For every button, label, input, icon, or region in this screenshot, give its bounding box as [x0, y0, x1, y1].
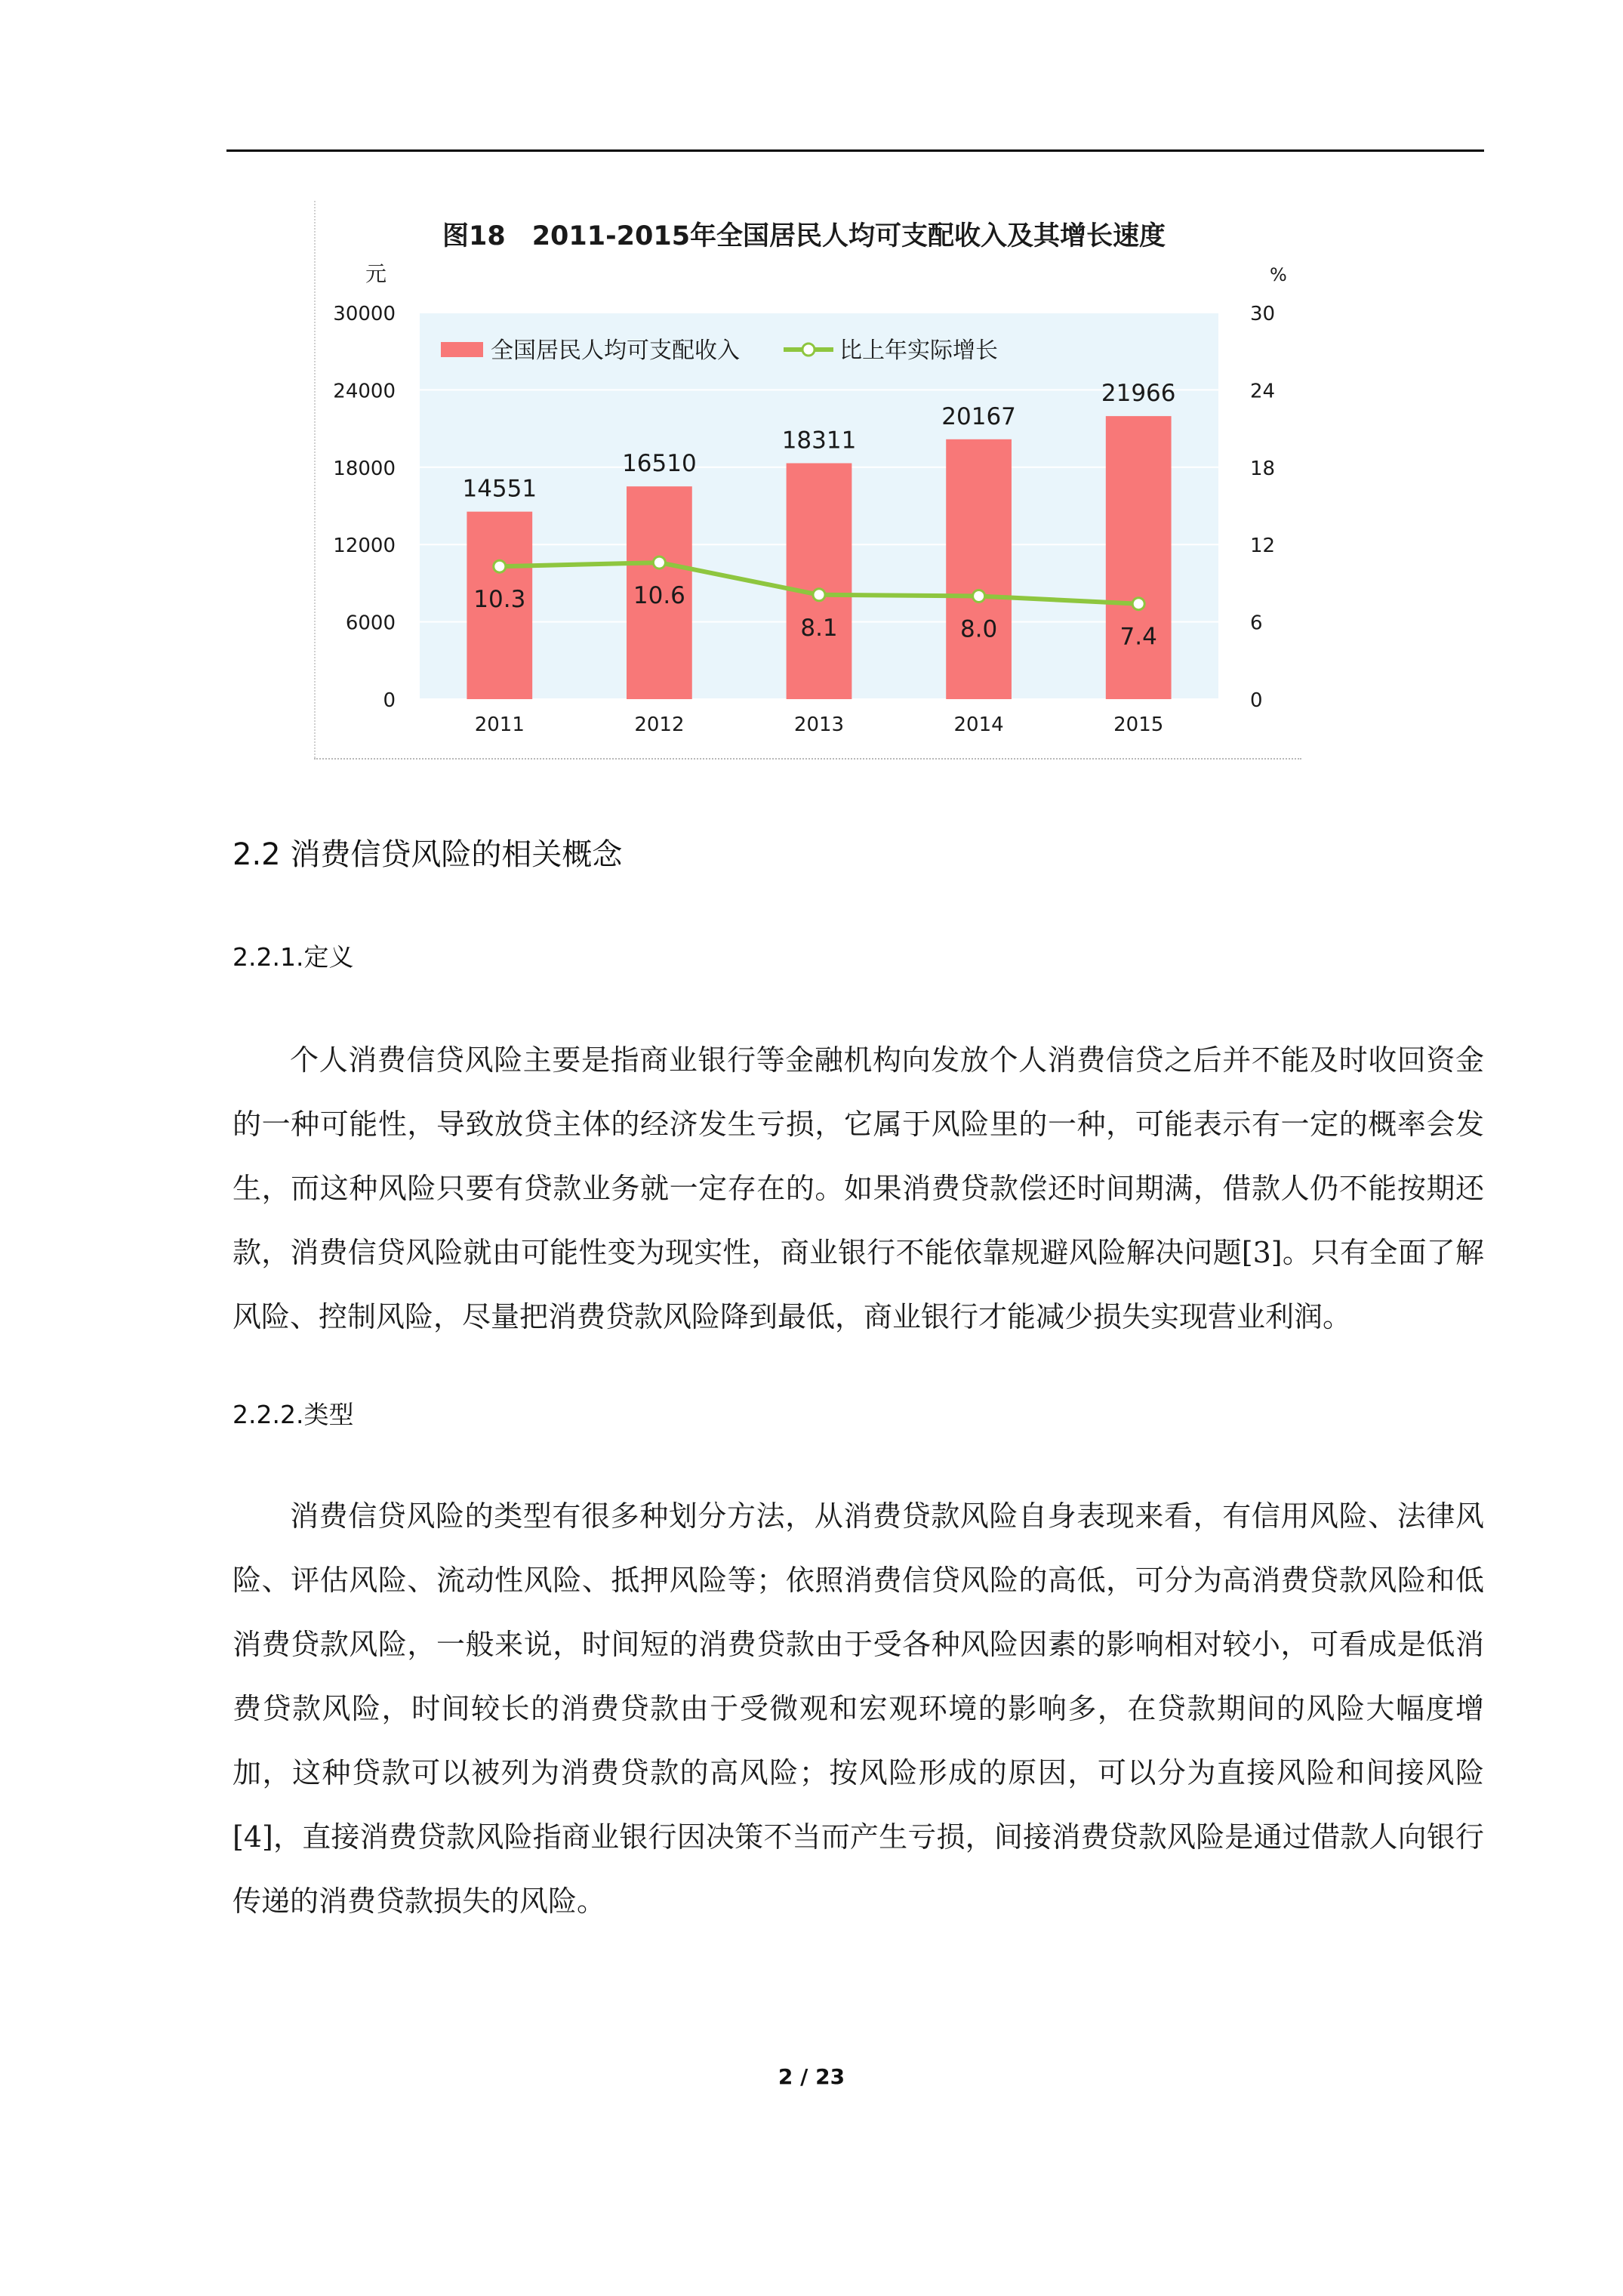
bar — [1106, 416, 1172, 699]
y-right-tick-label: 24 — [1250, 380, 1276, 403]
bar-value-label: 21966 — [1101, 380, 1176, 408]
header-rule — [226, 149, 1484, 152]
y-left-tick-label: 24000 — [333, 380, 396, 403]
x-tick-label: 2013 — [793, 713, 845, 736]
y-left-tick-label: 0 — [383, 689, 396, 712]
y-right-tick-label: 12 — [1250, 535, 1276, 558]
line-point — [973, 590, 985, 602]
y-left-tick-label: 18000 — [333, 457, 396, 480]
x-tick-label: 2011 — [474, 713, 525, 736]
income-chart — [314, 178, 1301, 758]
page-number: 2 / 23 — [778, 2064, 845, 2089]
y-left-tick-label: 12000 — [333, 535, 396, 558]
line-value-label: 7.4 — [1119, 623, 1157, 651]
line-point — [1132, 598, 1144, 610]
line-value-label: 8.0 — [959, 615, 998, 643]
y-left-unit: 元 — [365, 261, 387, 286]
y-right-unit: % — [1270, 264, 1287, 285]
section-heading: 2.2 消费信贷风险的相关概念 — [233, 837, 623, 872]
paragraph-types: 消费信贷风险的类型有很多种划分方法，从消费贷款风险自身表现来看，有信用风险、法律风险、评估风险、流动性风险、抵押风险等；依照消费信贷风险的高低，可分为高消费贷款风险和低消费贷款风险，一般来说，时间短的消费贷款由于受各种风险因素的影响相对较小，可看成是低消费贷款风险，时间较长的消费贷款由于受微观和宏观环境的影响多，在贷款期间的风险大幅度增加，这种贷款可以被列为消费贷款的高风险；按风险形成的原因，可以分为直接风险和间接风险[4]，直接消费贷款风险指商业银行因决策不当而产生亏损，间接消费贷款风险是通过借款人向银行传递的消费贷款损失的风险。 — [233, 1499, 1484, 1918]
y-right-tick-label: 6 — [1250, 612, 1263, 635]
subsection-heading-definition: 2.2.1.定义 — [233, 942, 354, 972]
bar-value-label: 20167 — [941, 402, 1016, 430]
legend-swatch-marker — [802, 344, 815, 356]
bar-value-label: 16510 — [622, 450, 697, 478]
chart-svg — [314, 178, 1301, 758]
y-right-tick-label: 30 — [1250, 303, 1276, 325]
y-right-tick-label: 18 — [1250, 457, 1276, 480]
bar-value-label: 14551 — [462, 475, 537, 503]
y-left-tick-label: 6000 — [345, 612, 396, 635]
chart-title: 图18 2011-2015年全国居民人均可支配收入及其增长速度 — [442, 221, 1166, 251]
y-right-tick-label: 0 — [1250, 689, 1263, 712]
line-value-label: 10.3 — [473, 586, 526, 614]
paragraph-definition: 个人消费信贷风险主要是指商业银行等金融机构向发放个人消费信贷之后并不能及时收回资金的一种可能性，导致放贷主体的经济发生亏损，它属于风险里的一种，可能表示有一定的概率会发生，而这种风险只要有贷款业务就一定存在的。如果消费贷款偿还时间期满，借款人仍不能按期还款，消费信贷风险就由可能性变为现实性，商业银行不能依靠规避风险解决问题[3]。只有全面了解风险、控制风险，尽量把消费贷款风险降到最低，商业银行才能减少损失实现营业利润。 — [233, 1043, 1484, 1333]
bar — [787, 463, 852, 699]
bar — [946, 439, 1012, 699]
y-left-tick-label: 30000 — [333, 303, 396, 325]
x-tick-label: 2014 — [953, 713, 1004, 736]
line-value-label: 8.1 — [800, 614, 838, 642]
legend-label-line: 比上年实际增长 — [839, 337, 998, 364]
line-point — [494, 560, 506, 572]
chart-legend — [441, 337, 998, 364]
bar-value-label: 18311 — [781, 427, 857, 455]
chart-bottom-border — [314, 758, 1301, 760]
line-value-label: 10.6 — [633, 582, 685, 610]
x-tick-label: 2015 — [1113, 713, 1164, 736]
legend-label-bar: 全国居民人均可支配收入 — [491, 337, 740, 364]
line-point — [653, 556, 665, 569]
x-tick-label: 2012 — [634, 713, 685, 736]
subsection-heading-types: 2.2.2.类型 — [233, 1400, 354, 1429]
legend-swatch-bar — [441, 342, 483, 357]
line-point — [813, 589, 825, 601]
